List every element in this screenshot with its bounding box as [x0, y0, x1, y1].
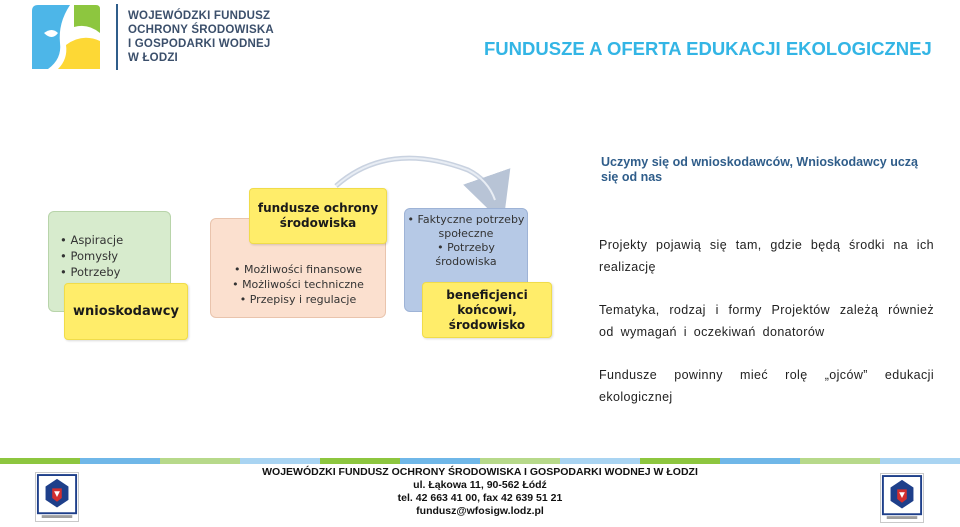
statement-paragraph: Projekty pojawią się tam, gdzie będą środki na ich realizację [599, 238, 934, 274]
footer-phone: tel. 42 663 41 00, fax 42 639 51 21 [397, 492, 563, 504]
list-item: • Faktyczne potrzeby społeczne [407, 213, 525, 240]
list-item: • Potrzeby środowiska [435, 241, 497, 268]
org-name-line: OCHRONY ŚRODOWISKA [128, 24, 274, 36]
certification-logo-right [880, 473, 924, 523]
org-name-line: WOJEWÓDZKI FUNDUSZ [128, 10, 271, 22]
org-name-line: I GOSPODARKI WODNEJ [128, 38, 271, 50]
page-title: FUNDUSZE A OFERTA EDUKACJI EKOLOGICZNEJ [484, 38, 932, 59]
footer-org-name: WOJEWÓDZKI FUNDUSZ OCHRONY ŚRODOWISKA I GOSPODARKI WODNEJ W ŁODZI [262, 466, 698, 478]
statement-paragraph: Fundusze powinny mieć rolę „ojców” edukacji ekologicznej [599, 368, 934, 404]
list-item: • Możliwości techniczne [232, 278, 364, 291]
step-fundusze-list [214, 262, 382, 307]
list-item: • Pomysły [60, 249, 119, 263]
footer-address [200, 466, 760, 518]
step-beneficjenci-label: beneficjenci końcowi, środowisko [422, 282, 552, 338]
list-item: • Przepisy i regulacje [239, 293, 357, 306]
footer-stripe [0, 458, 960, 464]
footer-email: fundusz@wfosigw.lodz.pl [416, 505, 544, 517]
logo-divider [116, 4, 118, 70]
step-beneficjenci-list [406, 213, 526, 269]
step-wnioskodawcy-list [60, 232, 170, 280]
list-item: • Możliwości finansowe [233, 263, 362, 276]
list-item: • Aspiracje [60, 233, 124, 247]
list-item: • Potrzeby [60, 265, 121, 279]
org-name-line: W ŁODZI [128, 52, 178, 64]
footer-street: ul. Łąkowa 11, 90-562 Łódź [413, 479, 547, 491]
step-wnioskodawcy-label: wnioskodawcy [64, 283, 188, 340]
certification-logo-left [35, 472, 79, 522]
quote-text: Uczymy się od wnioskodawców, Wnioskodawcy uczą się od nas [601, 155, 918, 184]
wfosigw-logo [30, 3, 102, 73]
org-name [128, 9, 328, 65]
step-fundusze-label: fundusze ochrony środowiska [249, 188, 387, 244]
statement-paragraph: Tematyka, rodzaj i formy Projektów zależą również od wymagań i oczekiwań donatorów [599, 303, 934, 339]
